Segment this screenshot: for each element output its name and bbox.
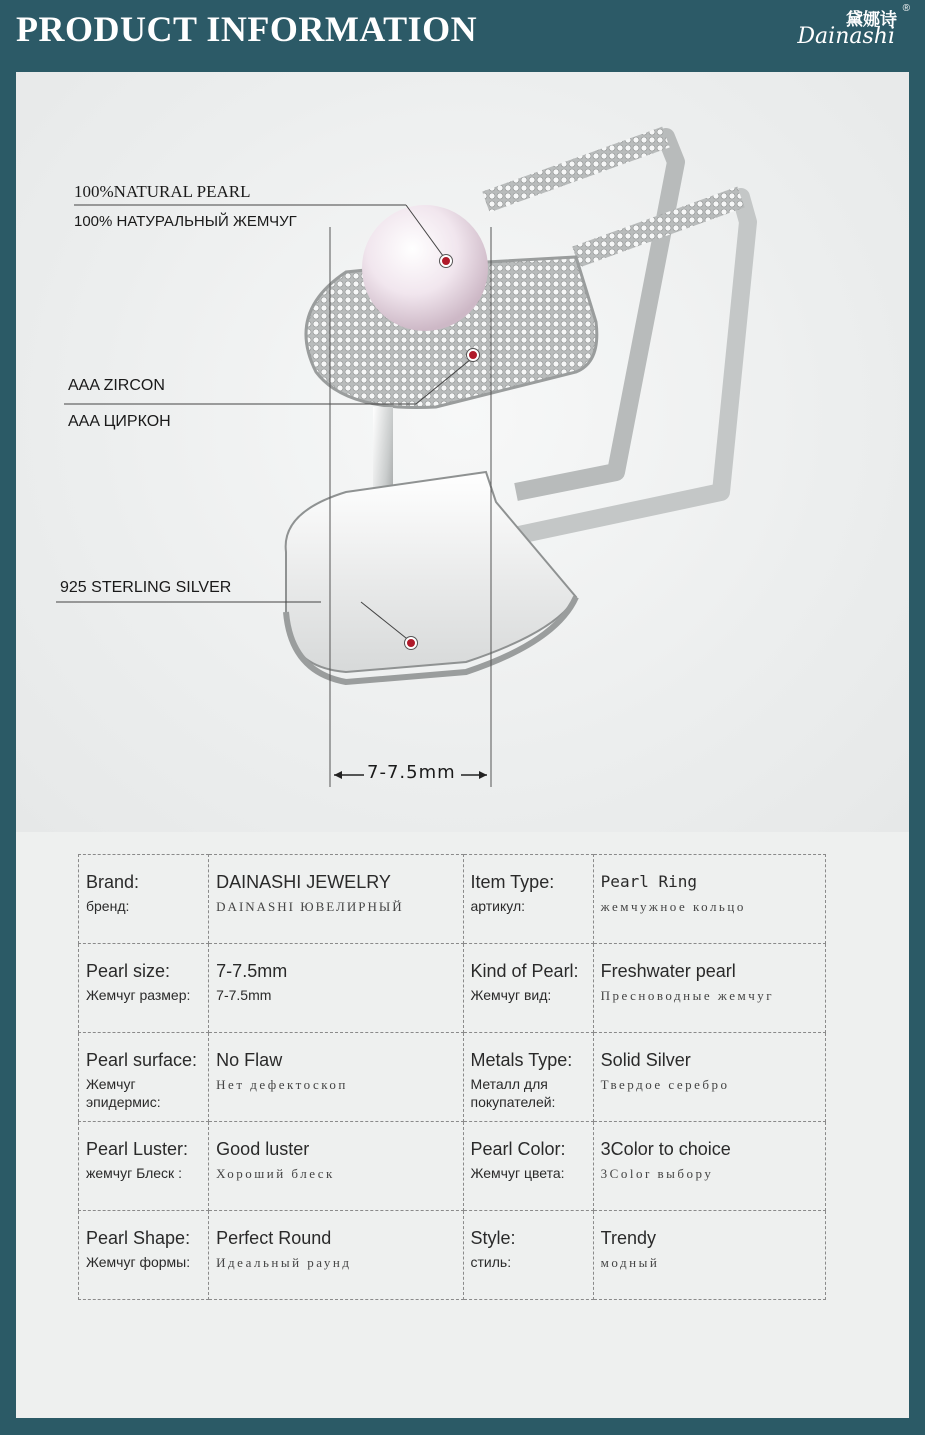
spec-label-cell: [79, 1122, 209, 1211]
arrow-right-icon: [479, 771, 487, 779]
spec-label-cell: [463, 944, 593, 1033]
spec-label-ru: Жемчуг формы:: [86, 1254, 191, 1270]
spec-value-cell: [593, 1211, 825, 1300]
table-row: [79, 1211, 826, 1300]
spec-label-cell: [463, 1033, 593, 1122]
spec-value-cell: [593, 944, 825, 1033]
pearl-label-en: 100%NATURAL PEARL: [74, 182, 251, 201]
spec-value-cell: [209, 1122, 463, 1211]
table-row: [79, 855, 826, 944]
zircon-label-ru: AAA ЦИРКОН: [68, 413, 171, 430]
back-band-stones: [486, 137, 666, 202]
spec-value: Good luster: [216, 1139, 310, 1159]
spec-label-cell: [463, 1211, 593, 1300]
spec-label-ru: Жемчуг цвета:: [470, 1165, 565, 1181]
spec-value-ru: 3Color выбору: [600, 1166, 714, 1181]
content-panel: [16, 72, 909, 1418]
spec-value-ru: жемчужное кольцо: [600, 899, 746, 914]
spec-value: 3Color to choice: [600, 1139, 731, 1159]
spec-value-ru: DAINASHI ЮВЕЛИРНЫЙ: [216, 899, 404, 914]
registered-mark: ®: [902, 3, 910, 14]
silver-label-en: 925 STERLING SILVER: [60, 579, 232, 596]
spec-value-ru: Хороший блеск: [216, 1166, 335, 1181]
spec-label-ru: Жемчуг вид:: [470, 987, 552, 1003]
spec-label-cell: [463, 855, 593, 944]
spec-value-cell: [209, 1211, 463, 1300]
specs-table: [78, 854, 826, 1300]
spec-label: Pearl surface:: [86, 1050, 198, 1070]
table-row: [79, 1122, 826, 1211]
spec-label-ru: жемчуг Блеск :: [86, 1165, 182, 1181]
pearl: [362, 205, 488, 331]
spec-value: Perfect Round: [216, 1228, 332, 1248]
spec-label-cell: [463, 1122, 593, 1211]
spec-value-cell: [593, 855, 825, 944]
silver-marker-icon: [405, 637, 417, 649]
pearl-marker-icon: [440, 255, 452, 267]
spec-value-cell: [593, 1122, 825, 1211]
spec-label: Pearl Color:: [470, 1139, 566, 1159]
spec-value-ru: Твердое серебро: [600, 1077, 730, 1092]
spec-label: Pearl size:: [86, 961, 171, 981]
spec-label: Metals Type:: [470, 1050, 573, 1070]
spec-label-cell: [79, 855, 209, 944]
spec-value-ru: модный: [600, 1255, 660, 1270]
arrow-left-icon: [334, 771, 342, 779]
table-row: [79, 1033, 826, 1122]
spec-value: No Flaw: [216, 1050, 283, 1070]
spec-value: Solid Silver: [600, 1050, 691, 1070]
spec-label-ru: Жемчуг эпидермис:: [86, 1076, 161, 1110]
pearl-label-ru: 100% НАТУРАЛЬНЫЙ ЖЕМЧУГ: [74, 213, 297, 230]
dimension-label: 7-7.5mm: [367, 762, 456, 783]
spec-label-ru: стиль:: [470, 1254, 512, 1270]
brand-logo: Dainashi: [797, 24, 895, 49]
spec-label-ru: Жемчуг размер:: [86, 987, 191, 1003]
spec-label-cell: [79, 1033, 209, 1122]
table-row: [79, 944, 826, 1033]
spec-value: 7-7.5mm: [216, 961, 288, 981]
spec-value: DAINASHI JEWELRY: [216, 872, 391, 892]
brand-logo-chinese: 黛娜诗: [846, 10, 897, 30]
spec-value-cell: [209, 944, 463, 1033]
spec-label: Kind of Pearl:: [470, 961, 579, 981]
spec-value: Freshwater pearl: [600, 961, 736, 981]
header-bar: [0, 0, 925, 60]
spec-label: Style:: [470, 1228, 516, 1248]
spec-label-cell: [79, 1211, 209, 1300]
spec-label-cell: [79, 944, 209, 1033]
zircon-marker-icon: [467, 349, 479, 361]
spec-value: Pearl Ring: [600, 872, 697, 891]
spec-label-ru: артикул:: [470, 898, 526, 914]
spec-value-ru: Пресноводные жемчуг: [600, 988, 775, 1003]
spec-label-ru: Металл для покупателей:: [470, 1076, 556, 1110]
spec-value-cell: [209, 1033, 463, 1122]
spec-value-cell: [593, 1033, 825, 1122]
zircon-label-en: AAA ZIRCON: [68, 377, 165, 394]
page-title: PRODUCT INFORMATION: [16, 9, 478, 49]
spec-label-ru: бренд:: [86, 898, 130, 914]
spec-label: Item Type:: [470, 872, 555, 892]
spec-value-ru: Идеальный раунд: [216, 1255, 352, 1270]
spec-value-ru: 7-7.5mm: [216, 987, 272, 1003]
spec-label: Brand:: [86, 872, 140, 892]
spec-label: Pearl Shape:: [86, 1228, 191, 1248]
spec-label: Pearl Luster:: [86, 1139, 189, 1159]
spec-value-cell: [209, 855, 463, 944]
product-photo: [16, 72, 909, 832]
spec-value: Trendy: [600, 1228, 657, 1248]
spec-value-ru: Нет дефектоскоп: [216, 1077, 348, 1092]
